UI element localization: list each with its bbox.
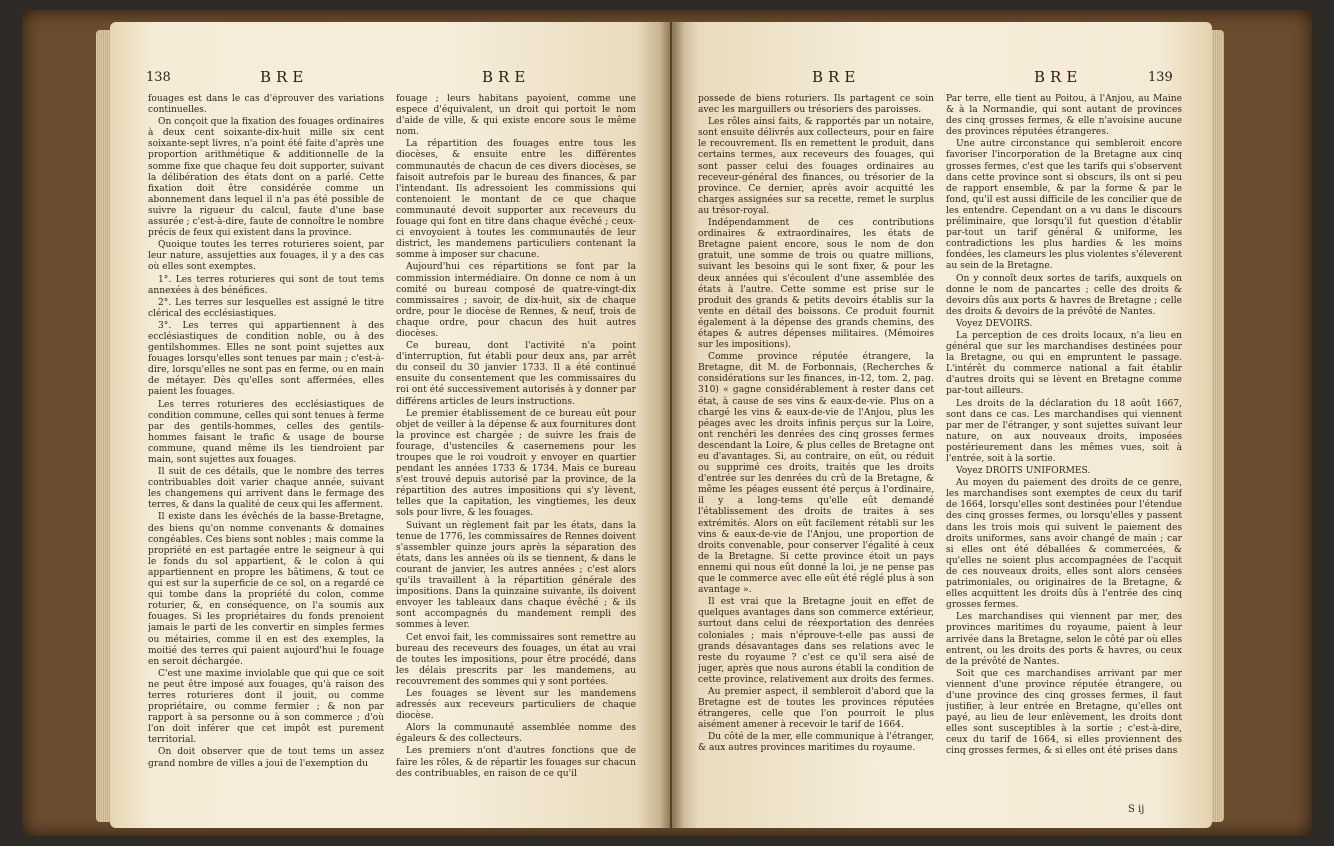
paragraph: Du côté de la mer, elle communique à l'étranger, & aux autres provinces maritimes du royaume.	[698, 732, 934, 754]
paragraph: Il existe dans les évêchés de la basse-Bretagne, des biens qu'on nomme convenants & domaines congéables. Ces biens sont nobles ; mais comme la propriété en est partagée entre le seigneur à qui le fonds du sol appartient, & le colon à qui appartiennent en propre les bâtimens, & tout ce qui est sur la superficie de ce sol, on a regardé ce qui tombe dans la propriété du colon, comme roturier, &, en conséquence, on l'a soumis aux fouages. Si les propriétaires du fonds prenoient jamais le parti de les convertir en simples fermes ou métairies, comme il en est des exemples, la moitié des terres qui paient aujourd'hui le fouage en seroit déchargée.	[148, 512, 384, 667]
paragraph: Les premiers n'ont d'autres fonctions que de faire les rôles, & de répartir les fouages sur chacun des contribuables, en raison de ce qu'il	[396, 746, 636, 779]
paragraph: Au moyen du paiement des droits de ce genre, les marchandises sont exemptes de ceux du tarif de 1664, lorsqu'elles sont destinées pour l'étendue des cinq grosses fermes, ou lorsqu'elles y passent dans les trois mois qui suivent le paiement des droits uniformes, sans avoir changé de main ; car si elles ont été déballées & commercées, & qu'elles ne soient plus accompagnées de l'acquit de ces nouveaux droits, elles sont alors censées patrimoniales, ou originaires de la Bretagne, & elles acquittent les droits dûs à l'entrée des cinq grosses fermes.	[946, 478, 1182, 611]
text-column-2	[396, 94, 636, 802]
paragraph: La répartition des fouages entre tous les diocèses, & ensuite entre les différentes communautés de chacun de ces divers diocèses, se faisoit autrefois par le bureau des finances, & par l'intendant. Ils adressoient les commissions qui contenoient le montant de ce que chaque communauté devoit supporter aux receveurs du fouage qui font en titre dans chaque évêché ; ceux-ci envoyoient à toutes les communautés de leur district, les mandemens particuliers contenant la somme à imposer sur chacune.	[396, 139, 636, 261]
paragraph: C'est une maxime inviolable que qui que ce soit ne peut être imposé aux fouages, qu'à raison des terres roturieres dont il jouit, ou comme propriétaire, ou comme fermier ; & non par rapport à sa personne ou à son commerce ; d'où l'on doit inférer que cet impôt est purement territorial.	[148, 668, 384, 746]
left-page	[110, 22, 670, 828]
running-head: BRE	[482, 68, 531, 86]
paragraph: Au premier aspect, il sembleroit d'abord que la Bretagne est de toutes les provinces réputées étrangeres, celle que l'on pourroit le plus aisément amener à recevoir le tarif de 1664.	[698, 686, 934, 731]
paragraph: Alors la communauté assemblée nomme des égaleurs & des collecteurs.	[396, 723, 636, 745]
paragraph: Soit que ces marchandises arrivant par mer viennent d'une province réputée étrangere, ou d'une province des cinq grosses fermes, il faut justifier, à leur entrée en Bretagne, qu'elles ont payé, au lieu de leur enlèvement, les droits dont elles sont susceptibles à la sortie ; c'est-à-dire, ceux du tarif de 1664, si elles proviennent des cinq grosses fermes, & si elles ont été prises dans	[946, 668, 1182, 757]
paragraph: 3°. Les terres qui appartiennent à des ecclésiastiques de condition noble, ou à des gentilshommes. Elles ne sont point sujettes aux fouages lorsqu'elles sont tenues par main ; c'est-à-dire, lorsqu'elles ne sont pas en ferme, ou en main de métayer. Dès qu'elles sont affermées, elles paient les fouages.	[148, 320, 384, 398]
page-edges-right	[1210, 30, 1224, 822]
page-number: 138	[146, 70, 171, 85]
paragraph: Cet envoi fait, les commissaires sont remettre au bureau des receveurs des fouages, un état au vrai de toutes les impositions, pour être procédé, dans les délais prescrits par les mandemens, au recouvrement des sommes qui y sont portées.	[396, 632, 636, 687]
running-head: BRE	[812, 68, 861, 86]
paragraph: Comme province réputée étrangere, la Bretagne, dit M. de Forbonnais, (Recherches & considérations sur les finances, in-12, tom. 2, pag. 310) « gagne considérablement à rester dans cet état, à cause de ses vins & eaux-de-vie. Plus on a chargé les vins & eaux-de-vie de l'Anjou, plus les péages avec les droits infinis perçus sur la Loire, ont renchéri les denrées des cinq grosses fermes descendant la Loire, & plus celles de Bretagne ont eu d'avantages. Si, au contraire, on eût, ou réduit ou supprimé ces droits, traités que les droits d'entrée sur les denrées du crû de la Bretagne, & même les péages eussent été perçus à l'ordinaire, il y a long-tems qu'elle eût demandé l'établissement des droits de traites à ses extrémités. Alors on eût facilement rétabli sur les vins & eaux-de-vie de l'Anjou, une proportion de droits convenable, pour conserver l'égalité à ceux de la Bretagne. Si cette province étoit un pays ennemi qui nous eût donné la loi, je ne pense pas que le commerce avec elle eût été réglé plus à son avantage ».	[698, 352, 934, 596]
cross-reference: Voyez DROITS UNIFORMES.	[956, 466, 1091, 477]
paragraph: Ce bureau, dont l'activité n'a point d'interruption, fut établi pour deux ans, par arrêt du conseil du 30 janvier 1733. Il a été continué ensuite du consentement que les commissaires du roi ont été successivement autorisés à y donner par différens articles de leurs instructions.	[396, 341, 636, 407]
cross-reference: Voyez DEVOIRS.	[956, 318, 1033, 329]
paragraph: Les terres roturieres des ecclésiastiques de condition commune, celles qui sont tenues à ferme par des gentils-hommes, celles des gentils-hommes faisant le trafic & usage de bourse commune, quand même ils les tiendroient par main, sont sujettes aux fouages.	[148, 399, 384, 465]
paragraph: Suivant un règlement fait par les états, dans la tenue de 1776, les commissaires de Rennes doivent s'assembler quinze jours après la séparation des états, dans les années où ils se tiennent, & dans le courant de janvier, les autres années ; c'est alors qu'ils travaillent à la répartition générale des impositions. Dans la quinzaine suivante, ils doivent envoyer les tableaux dans chaque évêché ; & ils sont accompagnés du mandement rempli des sommes à lever.	[396, 520, 636, 631]
paragraph: Quoique toutes les terres roturieres soient, par leur nature, assujetties aux fouages, il y a des cas où elles sont exemptes.	[148, 240, 384, 273]
paragraph: Les marchandises qui viennent par mer, des provinces maritimes du royaume, paient à leur arrivée dans la Bretagne, selon le côté par où elles entrent, ou les droits des ports & havres, ou ceux de la prévôté de Nantes.	[946, 612, 1182, 667]
paragraph: On conçoit que la fixation des fouages ordinaires à deux cent soixante-dix-huit mille six cent soixante-sept livres, n'a point été faite d'après une proportion arithmétique & additionnelle de la somme fixe que chaque feu doit supporter, suivant la délibération des états dont on a parlé. Cette fixation doit être considérée comme un abonnement dans lequel il n'a pas été possible de suivre la rigueur du calcul, faute d'une base assurée ; c'est-à-dire, faute de connoître le nombre précis de feux qui existent dans la province.	[148, 117, 384, 239]
running-head: BRE	[1034, 68, 1083, 86]
signature-mark: S ij	[1128, 804, 1145, 815]
paragraph: Il suit de ces détails, que le nombre des terres contribuables doit varier chaque année, suivant les changemens qui arrivent dans le fermage des terres, & dans la qualité de ceux qui les afferment.	[148, 467, 384, 511]
page-number: 139	[1148, 70, 1173, 85]
text-column-1	[698, 94, 934, 802]
right-page	[672, 22, 1212, 828]
paragraph: Le premier établissement de ce bureau eût pour objet de veiller à la dépense & aux fournitures dont la province est chargée ; de suivre les frais de fourage, d'ustenciles & casernemens pour les troupes que le roi voudroit y envoyer en quartier pendant les années 1733 & 1734. Mais ce bureau s'est trouvé depuis autorisé par la province, de la répartition des autres impositions qui s'y lèvent, telles que la capitation, les vingtiemes, les deux sols pour livre, & les fouages.	[396, 408, 636, 519]
paragraph: 1°. Les terres roturieres qui sont de tout tems annexées à des bénéfices.	[148, 274, 384, 296]
text-column-1	[148, 94, 384, 802]
paragraph: Les droits de la déclaration du 18 août 1667, sont dans ce cas. Les marchandises qui viennent par mer de l'étranger, y sont sujettes suivant leur nature, on aux nouveaux droits, imposées postérieurement dans les mêmes vues, soit à l'entrée, soit à la sortie.	[946, 398, 1182, 464]
paragraph: Par terre, elle tient au Poitou, à l'Anjou, au Maine & à la Normandie, qui sont autant de provinces des cinq grosses fermes, & elle n'avoisine aucune des provinces réputées étrangeres.	[946, 94, 1182, 138]
paragraph: Les rôles ainsi faits, & rapportés par un notaire, sont ensuite délivrés aux collecteurs, pour en faire le recouvrement. Ils en remettent le produit, dans certains termes, aux receveurs des fouages, qui sont passer celui des fouages ordinaires au receveur-général des finances, ou trésorier de la province. Ce dernier, après avoir acquitté les charges assignées sur sa recette, remet le surplus au trésor-royal.	[698, 117, 934, 216]
paragraph: 2°. Les terres sur lesquelles est assigné le titre clérical des ecclésiastiques.	[148, 297, 384, 319]
paragraph: Une autre circonstance qui sembleroit encore favoriser l'incorporation de la Bretagne aux cinq grosses fermes, c'est que les tarifs qui s'observent dans cette province sont si obscurs, ils ont si peu de rapport ensemble, & par la forme & par le fond, qu'il est aussi difficile de les concilier que de les entendre. Cependant on a vu dans le discours préliminaire, que lorsqu'il fut question d'établir par-tout un tarif général & uniforme, les contradictions les plus hardies & les moins fondées, les clameurs les plus violentes s'éleverent au sein de la Bretagne.	[946, 139, 1182, 272]
paragraph: Aujourd'hui ces répartitions se font par la commission intermédiaire. On donne ce nom à un comité ou bureau composé de quatre-vingt-dix commissaires ; savoir, de dix-huit, six de chaque ordre, pour le diocèse de Rennes, & neuf, trois de chaque ordre, pour chacun des huit autres diocèses.	[396, 262, 636, 339]
paragraph: Les fouages se lèvent sur les mandemens adressés aux receveurs particuliers de chaque diocèse.	[396, 688, 636, 722]
paragraph: fouage ; leurs habitans payoient, comme une espece d'équivalent, un droit qui portoit le nom d'aide de ville, & qui existe encore sous le même nom.	[396, 94, 636, 138]
paragraph: On doit observer que de tout tems un assez grand nombre de villes a joui de l'exemption du	[148, 747, 384, 769]
text-column-2	[946, 94, 1182, 802]
paragraph: fouages est dans le cas d'éprouver des variations continuelles.	[148, 94, 384, 116]
paragraph: La perception de ces droits locaux, n'a lieu en général que sur les marchandises destinées pour la Bretagne, ou qui en empruntent le passage. L'intérêt du commerce national a fait établir d'autres droits qui se lèvent en Bretagne comme par-tout ailleurs.	[946, 330, 1182, 397]
paragraph: possede de biens roturiers. Ils partagent ce soin avec les marguillers ou trésoriers des paroisses.	[698, 94, 934, 116]
running-head: BRE	[260, 68, 309, 86]
book-gutter	[660, 22, 684, 828]
paragraph: Indépendamment de ces contributions ordinaires & extraordinaires, les états de Bretagne paient encore, sous le nom de don gratuit, une somme de trois ou quatre millions, suivant les besoins qui le sont fixer, & pour les deux années qui s'écoulent d'une assemblée des états à l'autre. Cette somme est prise sur le produit des grands & petits devoirs établis sur la vente en détail des boissons. Ce produit fournit également à la dépense des grands chemins, des étapes & autres dépenses militaires. (Mémoires sur les impositions).	[698, 218, 934, 351]
paragraph: Il est vrai que la Bretagne jouit en effet de quelques avantages dans son commerce extérieur, surtout dans celui de réexportation des denrées coloniales ; mais n'éprouve-t-elle pas aussi de grands désavantages dans ses relations avec le reste du royaume ? c'est ce qu'il sera aisé de juger, après que nous aurons établi la condition de cette province, relativement aux droits des fermes.	[698, 597, 934, 685]
paragraph: On y connoît deux sortes de tarifs, auxquels on donne le nom de pancartes ; celle des droits & devoirs dûs aux ports & havres de Bretagne ; celle des droits & devoirs de la prévôté de Nantes.	[946, 273, 1182, 317]
